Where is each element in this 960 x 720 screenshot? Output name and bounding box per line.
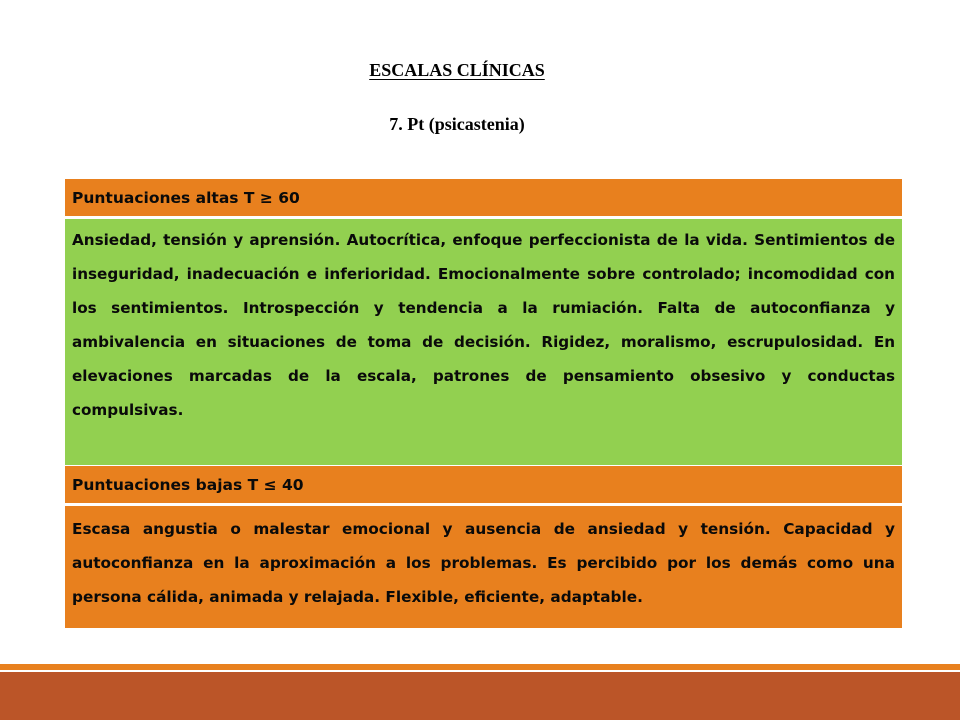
slide-title: ESCALAS CLÍNICAS: [369, 60, 545, 80]
high-scores-row: [65, 218, 903, 466]
footer-band: [0, 672, 960, 720]
slide-subtitle: 7. Pt (psicastenia): [389, 114, 525, 134]
high-scores-header: Puntuaciones altas T ≥ 60: [65, 179, 903, 218]
high-scores-header-row: [65, 179, 903, 218]
scale-table: [64, 178, 903, 629]
low-scores-description: Escasa angustia o malestar emocional y ausencia de ansiedad y tensión. Capacidad y autoconfianza en la aproximación a los problemas. Es percibido por los demás como una persona cálida, animada y relajada. Flexible, eficiente, adaptable.: [65, 505, 903, 629]
footer-accent-stripe: [0, 664, 960, 670]
high-scores-description: Ansiedad, tensión y aprensión. Autocrítica, enfoque perfeccionista de la vida. Sentimientos de inseguridad, inadecuación e inferioridad. Emocionalmente sobre controlado; incomodidad con los sentimientos. Introspección y tendencia a la rumiación. Falta de autoconfianza y ambivalencia en situaciones de toma de decisión. Rigidez, moralismo, escrupulosidad. En elevaciones marcadas de la escala, patrones de pensamiento obsesivo y conductas compulsivas.: [65, 218, 903, 466]
low-scores-header: Puntuaciones bajas T ≤ 40: [65, 466, 903, 505]
low-scores-header-row: [65, 466, 903, 505]
low-scores-row: [65, 505, 903, 629]
